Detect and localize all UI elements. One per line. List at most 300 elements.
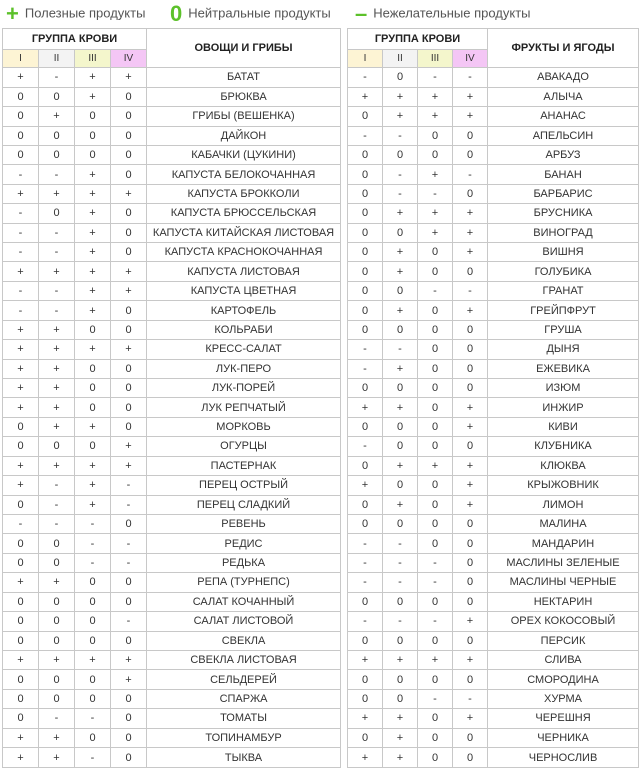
table-row bbox=[3, 204, 341, 223]
group-value-cell: 0 bbox=[111, 398, 147, 417]
group-value-cell: + bbox=[383, 301, 418, 320]
product-name: ЛУК-ПЕРО bbox=[147, 359, 341, 378]
group-value-cell: - bbox=[418, 612, 453, 631]
group-value-cell: 0 bbox=[39, 631, 75, 650]
group-value-cell: - bbox=[348, 573, 383, 592]
product-name: КИВИ bbox=[488, 417, 639, 436]
product-name: АНАНАС bbox=[488, 107, 639, 126]
group-value-cell: - bbox=[383, 612, 418, 631]
group-value-cell: + bbox=[383, 398, 418, 417]
group-value-cell: 0 bbox=[111, 301, 147, 320]
group-value-cell: 0 bbox=[111, 379, 147, 398]
group-value-cell: + bbox=[3, 262, 39, 281]
group-value-cell: 0 bbox=[453, 534, 488, 553]
product-name: ТОПИНАМБУР bbox=[147, 728, 341, 747]
group-value-cell: + bbox=[39, 359, 75, 378]
group-value-cell: + bbox=[3, 359, 39, 378]
group-value-cell: + bbox=[383, 709, 418, 728]
group-value-cell: 0 bbox=[75, 728, 111, 747]
group-value-cell: + bbox=[348, 709, 383, 728]
group-value-cell: + bbox=[75, 68, 111, 87]
group-value-cell: + bbox=[453, 709, 488, 728]
table-row bbox=[3, 437, 341, 456]
table-row bbox=[3, 612, 341, 631]
table-row bbox=[3, 728, 341, 747]
group-value-cell: + bbox=[75, 476, 111, 495]
group-value-cell: 0 bbox=[348, 495, 383, 514]
product-name: ОГУРЦЫ bbox=[147, 437, 341, 456]
group-value-cell: 0 bbox=[39, 204, 75, 223]
group-value-cell: 0 bbox=[111, 689, 147, 708]
table-row bbox=[3, 573, 341, 592]
table-row bbox=[348, 204, 639, 223]
group-value-cell: 0 bbox=[75, 592, 111, 611]
product-name: СЛИВА bbox=[488, 650, 639, 669]
group-value-cell: + bbox=[39, 650, 75, 669]
product-name: СПАРЖА bbox=[147, 689, 341, 708]
group-value-cell: - bbox=[3, 204, 39, 223]
group-value-cell: + bbox=[383, 107, 418, 126]
product-name: БРУСНИКА bbox=[488, 204, 639, 223]
product-name: ЧЕРНОСЛИВ bbox=[488, 748, 639, 768]
group-value-cell: + bbox=[75, 165, 111, 184]
group-value-cell: - bbox=[418, 553, 453, 572]
group-value-cell: + bbox=[3, 748, 39, 768]
group-value-cell: 0 bbox=[418, 262, 453, 281]
vegetables-table bbox=[2, 28, 341, 768]
group-value-cell: 0 bbox=[75, 398, 111, 417]
group-value-cell: + bbox=[418, 87, 453, 106]
group-value-cell: + bbox=[418, 650, 453, 669]
group-value-cell: + bbox=[453, 495, 488, 514]
group-value-cell: + bbox=[453, 107, 488, 126]
group-value-cell: - bbox=[75, 553, 111, 572]
group-value-cell: 0 bbox=[111, 320, 147, 339]
group-value-cell: 0 bbox=[418, 495, 453, 514]
table-row bbox=[348, 437, 639, 456]
table-row bbox=[3, 145, 341, 164]
group-value-cell: 0 bbox=[418, 709, 453, 728]
group-value-cell: 0 bbox=[348, 379, 383, 398]
group-value-cell: 0 bbox=[39, 437, 75, 456]
group-label-1: I bbox=[348, 50, 383, 68]
product-name: КАПУСТА БРОККОЛИ bbox=[147, 184, 341, 203]
group-value-cell: 0 bbox=[111, 145, 147, 164]
table-row bbox=[348, 534, 639, 553]
group-value-cell: 0 bbox=[111, 223, 147, 242]
group-value-cell: 0 bbox=[111, 126, 147, 145]
group-value-cell: 0 bbox=[348, 728, 383, 747]
group-value-cell: 0 bbox=[75, 689, 111, 708]
group-value-cell: + bbox=[75, 223, 111, 242]
table-row bbox=[3, 650, 341, 669]
group-value-cell: 0 bbox=[3, 670, 39, 689]
group-value-cell: 0 bbox=[75, 612, 111, 631]
group-value-cell: - bbox=[3, 223, 39, 242]
plus-icon: + bbox=[6, 0, 19, 26]
table-row bbox=[348, 301, 639, 320]
table-row bbox=[348, 553, 639, 572]
table-row bbox=[3, 670, 341, 689]
table-row bbox=[348, 87, 639, 106]
group-value-cell: 0 bbox=[418, 359, 453, 378]
group-value-cell: + bbox=[418, 204, 453, 223]
group-value-cell: 0 bbox=[39, 612, 75, 631]
group-value-cell: + bbox=[75, 184, 111, 203]
group-value-cell: + bbox=[39, 184, 75, 203]
group-value-cell: 0 bbox=[453, 184, 488, 203]
table-row bbox=[3, 359, 341, 378]
group-value-cell: + bbox=[383, 243, 418, 262]
table-row bbox=[348, 165, 639, 184]
product-name: КЛЮКВА bbox=[488, 456, 639, 475]
group-value-cell: + bbox=[39, 262, 75, 281]
product-name: АЛЫЧА bbox=[488, 87, 639, 106]
group-value-cell: - bbox=[3, 165, 39, 184]
group-value-cell: + bbox=[418, 107, 453, 126]
group-value-cell: 0 bbox=[383, 379, 418, 398]
group-value-cell: - bbox=[39, 281, 75, 300]
group-value-cell: + bbox=[418, 165, 453, 184]
product-name: БАТАТ bbox=[147, 68, 341, 87]
group-value-cell: + bbox=[453, 456, 488, 475]
product-name: КАПУСТА ЦВЕТНАЯ bbox=[147, 281, 341, 300]
group-value-cell: 0 bbox=[111, 592, 147, 611]
product-name: КАПУСТА БРЮССЕЛЬСКАЯ bbox=[147, 204, 341, 223]
legend-neutral bbox=[170, 2, 331, 24]
group-value-cell: + bbox=[111, 650, 147, 669]
table-row bbox=[348, 476, 639, 495]
group-value-cell: + bbox=[453, 398, 488, 417]
group-value-cell: + bbox=[383, 495, 418, 514]
group-value-cell: 0 bbox=[453, 748, 488, 768]
product-name: ГРУША bbox=[488, 320, 639, 339]
product-name: КАПУСТА КИТАЙСКАЯ ЛИСТОВАЯ bbox=[147, 223, 341, 242]
group-value-cell: + bbox=[453, 87, 488, 106]
group-value-cell: - bbox=[39, 709, 75, 728]
product-name: КРЫЖОВНИК bbox=[488, 476, 639, 495]
table-row bbox=[3, 340, 341, 359]
product-name: КАПУСТА ЛИСТОВАЯ bbox=[147, 262, 341, 281]
group-value-cell: - bbox=[383, 165, 418, 184]
group-value-cell: - bbox=[348, 359, 383, 378]
product-name: ИЗЮМ bbox=[488, 379, 639, 398]
group-value-cell: - bbox=[383, 573, 418, 592]
table-row bbox=[348, 728, 639, 747]
group-value-cell: + bbox=[111, 281, 147, 300]
group-value-cell: - bbox=[348, 553, 383, 572]
table-row bbox=[3, 631, 341, 650]
group-value-cell: + bbox=[39, 748, 75, 768]
product-name: РЕВЕНЬ bbox=[147, 514, 341, 533]
legend-bad-label: Нежелательные продукты bbox=[373, 5, 531, 21]
group-value-cell: 0 bbox=[348, 204, 383, 223]
group-value-cell: + bbox=[111, 670, 147, 689]
legend-useful-label: Полезные продукты bbox=[24, 5, 146, 21]
group-value-cell: 0 bbox=[453, 379, 488, 398]
legend bbox=[0, 0, 640, 28]
group-value-cell: 0 bbox=[348, 262, 383, 281]
group-value-cell: - bbox=[418, 573, 453, 592]
group-value-cell: + bbox=[418, 223, 453, 242]
table-row bbox=[3, 301, 341, 320]
group-value-cell: + bbox=[75, 281, 111, 300]
table-row bbox=[348, 456, 639, 475]
group-value-cell: 0 bbox=[383, 592, 418, 611]
group-value-cell: + bbox=[453, 301, 488, 320]
table-row bbox=[348, 748, 639, 768]
group-value-cell: + bbox=[453, 476, 488, 495]
product-name: РЕПА (ТУРНЕПС) bbox=[147, 573, 341, 592]
product-name: КРЕСС-САЛАТ bbox=[147, 340, 341, 359]
table-row bbox=[348, 126, 639, 145]
product-name: ВИШНЯ bbox=[488, 243, 639, 262]
group-value-cell: 0 bbox=[453, 437, 488, 456]
table-row bbox=[348, 68, 639, 87]
group-value-cell: 0 bbox=[348, 165, 383, 184]
table-row bbox=[3, 184, 341, 203]
product-name: ПЕРЕЦ СЛАДКИЙ bbox=[147, 495, 341, 514]
table-row bbox=[348, 379, 639, 398]
product-name: САЛАТ КОЧАННЫЙ bbox=[147, 592, 341, 611]
group-value-cell: + bbox=[39, 320, 75, 339]
table-row bbox=[3, 748, 341, 768]
table-row bbox=[348, 145, 639, 164]
minus-icon: – bbox=[355, 0, 368, 26]
group-value-cell: 0 bbox=[75, 359, 111, 378]
product-name: ПАСТЕРНАК bbox=[147, 456, 341, 475]
group-label-3: III bbox=[75, 50, 111, 68]
group-value-cell: 0 bbox=[39, 145, 75, 164]
group-value-cell: - bbox=[39, 165, 75, 184]
product-name: КАПУСТА КРАСНОКОЧАННАЯ bbox=[147, 243, 341, 262]
group-label-3: III bbox=[418, 50, 453, 68]
group-value-cell: + bbox=[3, 184, 39, 203]
group-value-cell: - bbox=[39, 223, 75, 242]
product-name: СМОРОДИНА bbox=[488, 670, 639, 689]
group-value-cell: 0 bbox=[383, 68, 418, 87]
group-value-cell: - bbox=[39, 68, 75, 87]
table-row bbox=[348, 573, 639, 592]
group-value-cell: + bbox=[39, 398, 75, 417]
group-value-cell: - bbox=[453, 281, 488, 300]
product-name: АВАКАДО bbox=[488, 68, 639, 87]
group-value-cell: + bbox=[3, 650, 39, 669]
group-value-cell: 0 bbox=[348, 223, 383, 242]
group-value-cell: 0 bbox=[453, 514, 488, 533]
group-value-cell: - bbox=[418, 689, 453, 708]
group-value-cell: - bbox=[418, 281, 453, 300]
group-value-cell: 0 bbox=[348, 243, 383, 262]
group-value-cell: - bbox=[75, 514, 111, 533]
legend-neutral-label: Нейтральные продукты bbox=[188, 5, 331, 21]
group-value-cell: 0 bbox=[111, 709, 147, 728]
group-value-cell: 0 bbox=[453, 262, 488, 281]
group-value-cell: + bbox=[453, 223, 488, 242]
group-value-cell: + bbox=[383, 728, 418, 747]
group-value-cell: - bbox=[3, 514, 39, 533]
group-value-cell: 0 bbox=[383, 320, 418, 339]
group-value-cell: - bbox=[348, 68, 383, 87]
table-row bbox=[3, 243, 341, 262]
table-row bbox=[348, 223, 639, 242]
group-value-cell: - bbox=[111, 495, 147, 514]
group-value-cell: - bbox=[453, 689, 488, 708]
group-value-cell: - bbox=[75, 748, 111, 768]
group-value-cell: 0 bbox=[111, 748, 147, 768]
product-name: ПЕРЕЦ ОСТРЫЙ bbox=[147, 476, 341, 495]
group-value-cell: 0 bbox=[3, 553, 39, 572]
table-row bbox=[348, 495, 639, 514]
group-label-2: II bbox=[39, 50, 75, 68]
product-name: МОРКОВЬ bbox=[147, 417, 341, 436]
group-value-cell: 0 bbox=[383, 223, 418, 242]
group-value-cell: + bbox=[453, 612, 488, 631]
group-value-cell: 0 bbox=[418, 592, 453, 611]
group-value-cell: + bbox=[3, 728, 39, 747]
group-value-cell: 0 bbox=[3, 534, 39, 553]
table-row bbox=[348, 514, 639, 533]
group-value-cell: + bbox=[75, 650, 111, 669]
group-value-cell: + bbox=[3, 456, 39, 475]
group-value-cell: 0 bbox=[75, 631, 111, 650]
table-row bbox=[3, 398, 341, 417]
table-row bbox=[3, 320, 341, 339]
group-value-cell: + bbox=[39, 417, 75, 436]
group-value-cell: - bbox=[418, 68, 453, 87]
group-value-cell: - bbox=[383, 126, 418, 145]
group-value-cell: + bbox=[39, 379, 75, 398]
group-value-cell: 0 bbox=[111, 87, 147, 106]
group-value-cell: - bbox=[453, 165, 488, 184]
group-value-cell: 0 bbox=[383, 476, 418, 495]
group-value-cell: 0 bbox=[418, 748, 453, 768]
group-value-cell: - bbox=[3, 301, 39, 320]
product-name: ХУРМА bbox=[488, 689, 639, 708]
table-row bbox=[3, 262, 341, 281]
group-value-cell: - bbox=[111, 553, 147, 572]
group-value-cell: 0 bbox=[3, 437, 39, 456]
group-value-cell: 0 bbox=[111, 514, 147, 533]
legend-bad bbox=[355, 2, 531, 24]
group-value-cell: 0 bbox=[111, 573, 147, 592]
product-name: ПЕРСИК bbox=[488, 631, 639, 650]
group-value-cell: 0 bbox=[348, 592, 383, 611]
table-row bbox=[348, 650, 639, 669]
product-name: БАРБАРИС bbox=[488, 184, 639, 203]
group-value-cell: 0 bbox=[39, 670, 75, 689]
group-value-cell: + bbox=[75, 204, 111, 223]
group-value-cell: 0 bbox=[418, 379, 453, 398]
product-name: ГОЛУБИКА bbox=[488, 262, 639, 281]
group-value-cell: - bbox=[383, 553, 418, 572]
group-value-cell: 0 bbox=[348, 301, 383, 320]
product-name: МАНДАРИН bbox=[488, 534, 639, 553]
table-row bbox=[3, 709, 341, 728]
group-value-cell: + bbox=[383, 204, 418, 223]
group-value-cell: 0 bbox=[111, 631, 147, 650]
group-value-cell: 0 bbox=[111, 107, 147, 126]
group-value-cell: 0 bbox=[75, 573, 111, 592]
group-value-cell: + bbox=[39, 573, 75, 592]
group-value-cell: 0 bbox=[348, 631, 383, 650]
group-value-cell: - bbox=[418, 184, 453, 203]
group-value-cell: 0 bbox=[348, 320, 383, 339]
table-row bbox=[348, 320, 639, 339]
group-value-cell: + bbox=[453, 243, 488, 262]
group-value-cell: 0 bbox=[111, 728, 147, 747]
product-name: ВИНОГРАД bbox=[488, 223, 639, 242]
group-value-cell: 0 bbox=[418, 534, 453, 553]
group-value-cell: 0 bbox=[418, 398, 453, 417]
group-value-cell: - bbox=[39, 301, 75, 320]
table-row bbox=[3, 87, 341, 106]
table-row bbox=[348, 398, 639, 417]
group-value-cell: + bbox=[75, 262, 111, 281]
zero-icon: 0 bbox=[170, 0, 183, 26]
group-value-cell: 0 bbox=[453, 359, 488, 378]
table-row bbox=[348, 689, 639, 708]
group-value-cell: 0 bbox=[39, 126, 75, 145]
group-value-cell: 0 bbox=[39, 534, 75, 553]
group-value-cell: 0 bbox=[3, 612, 39, 631]
product-name: МАЛИНА bbox=[488, 514, 639, 533]
group-label-4: IV bbox=[453, 50, 488, 68]
group-value-cell: 0 bbox=[453, 126, 488, 145]
group-value-cell: + bbox=[3, 379, 39, 398]
group-value-cell: 0 bbox=[383, 670, 418, 689]
table-row bbox=[348, 417, 639, 436]
group-label-1: I bbox=[3, 50, 39, 68]
group-value-cell: 0 bbox=[418, 340, 453, 359]
group-value-cell: 0 bbox=[3, 107, 39, 126]
group-value-cell: - bbox=[383, 184, 418, 203]
table-row bbox=[348, 359, 639, 378]
group-value-cell: 0 bbox=[3, 592, 39, 611]
group-value-cell: + bbox=[39, 456, 75, 475]
group-value-cell: + bbox=[75, 87, 111, 106]
group-value-cell: 0 bbox=[453, 728, 488, 747]
group-value-cell: 0 bbox=[111, 417, 147, 436]
product-name: АПЕЛЬСИН bbox=[488, 126, 639, 145]
product-name: ИНЖИР bbox=[488, 398, 639, 417]
group-value-cell: 0 bbox=[348, 107, 383, 126]
group-value-cell: 0 bbox=[383, 631, 418, 650]
product-name: СЕЛЬДЕРЕЙ bbox=[147, 670, 341, 689]
group-value-cell: 0 bbox=[111, 204, 147, 223]
group-value-cell: 0 bbox=[418, 476, 453, 495]
table-row bbox=[3, 592, 341, 611]
group-value-cell: 0 bbox=[348, 145, 383, 164]
product-name: ОРЕХ КОКОСОВЫЙ bbox=[488, 612, 639, 631]
product-name: ЛУК РЕПЧАТЫЙ bbox=[147, 398, 341, 417]
group-value-cell: - bbox=[383, 534, 418, 553]
product-name: ЕЖЕВИКА bbox=[488, 359, 639, 378]
group-value-cell: + bbox=[75, 301, 111, 320]
group-value-cell: + bbox=[3, 68, 39, 87]
table-row bbox=[3, 107, 341, 126]
table-row bbox=[3, 281, 341, 300]
vegetables-title: ОВОЩИ И ГРИБЫ bbox=[147, 29, 341, 68]
group-value-cell: 0 bbox=[348, 281, 383, 300]
group-value-cell: 0 bbox=[418, 417, 453, 436]
group-value-cell: - bbox=[383, 340, 418, 359]
product-name: МАСЛИНЫ ЧЕРНЫЕ bbox=[488, 573, 639, 592]
group-value-cell: + bbox=[39, 107, 75, 126]
table-row bbox=[348, 184, 639, 203]
table-row bbox=[3, 223, 341, 242]
group-value-cell: 0 bbox=[3, 417, 39, 436]
